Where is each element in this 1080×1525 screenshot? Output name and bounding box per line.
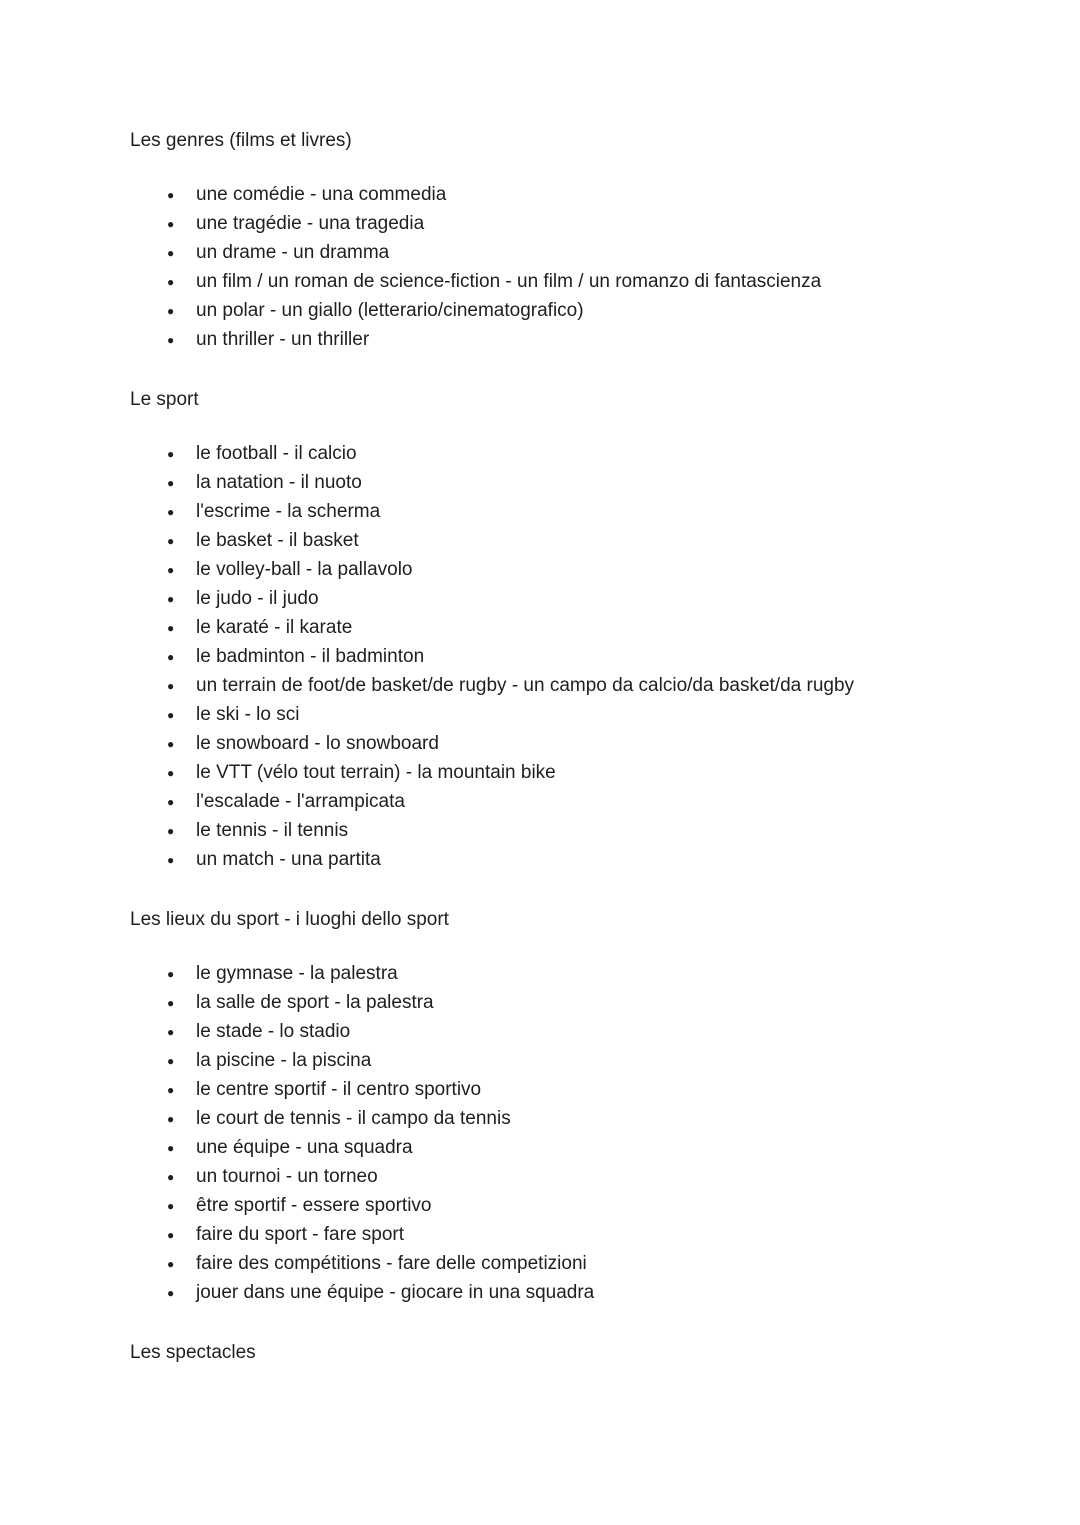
list-item: ● faire du sport - fare sport bbox=[130, 1220, 950, 1249]
list-item: ● un tournoi - un torneo bbox=[130, 1162, 950, 1191]
list-item: ● le gymnase - la palestra bbox=[130, 959, 950, 988]
list-item: ● être sportif - essere sportivo bbox=[130, 1191, 950, 1220]
section-sport bbox=[130, 385, 950, 874]
section-heading: Le sport bbox=[130, 389, 199, 410]
list-item: ● le ski - lo sci bbox=[130, 700, 950, 729]
list-item: ● une équipe - una squadra bbox=[130, 1133, 950, 1162]
list-item: ● la natation - il nuoto bbox=[130, 468, 950, 497]
list-item: ● l'escrime - la scherma bbox=[130, 497, 950, 526]
list-item: ● le stade - lo stadio bbox=[130, 1017, 950, 1046]
list-item: ● le judo - il judo bbox=[130, 584, 950, 613]
list-item: ● le volley-ball - la pallavolo bbox=[130, 555, 950, 584]
list-item: ● jouer dans une équipe - giocare in una squadra bbox=[130, 1278, 950, 1307]
list-item: ● une tragédie - una tragedia bbox=[130, 209, 950, 238]
section-heading: Les lieux du sport - i luoghi dello sport bbox=[130, 909, 449, 930]
list-item: ● un film / un roman de science-fiction - un film / un romanzo di fantascienza bbox=[130, 267, 950, 296]
list-item: ● un thriller - un thriller bbox=[130, 325, 950, 354]
list-item: ● faire des compétitions - fare delle competizioni bbox=[130, 1249, 950, 1278]
list-item: ● le snowboard - lo snowboard bbox=[130, 729, 950, 758]
vocab-list bbox=[130, 180, 950, 354]
section-genres bbox=[130, 126, 950, 354]
vocab-list bbox=[130, 959, 950, 1307]
list-item: ● un terrain de foot/de basket/de rugby - un campo da calcio/da basket/da rugby bbox=[130, 671, 950, 700]
section-lieux-du-sport bbox=[130, 905, 950, 1307]
list-item: ● la salle de sport - la palestra bbox=[130, 988, 950, 1017]
list-item: ● le football - il calcio bbox=[130, 439, 950, 468]
list-item: ● l'escalade - l'arrampicata bbox=[130, 787, 950, 816]
list-item: ● le karaté - il karate bbox=[130, 613, 950, 642]
list-item: ● le tennis - il tennis bbox=[130, 816, 950, 845]
section-heading: Les spectacles bbox=[130, 1342, 256, 1363]
section-heading: Les genres (films et livres) bbox=[130, 130, 352, 151]
list-item: ● un polar - un giallo (letterario/cinematografico) bbox=[130, 296, 950, 325]
vocab-list bbox=[130, 439, 950, 874]
list-item: ● la piscine - la piscina bbox=[130, 1046, 950, 1075]
list-item: ● le VTT (vélo tout terrain) - la mountain bike bbox=[130, 758, 950, 787]
list-item: ● le badminton - il badminton bbox=[130, 642, 950, 671]
section-spectacles bbox=[130, 1338, 950, 1367]
list-item: ● le court de tennis - il campo da tennis bbox=[130, 1104, 950, 1133]
list-item: ● un drame - un dramma bbox=[130, 238, 950, 267]
list-item: ● le basket - il basket bbox=[130, 526, 950, 555]
list-item: ● une comédie - una commedia bbox=[130, 180, 950, 209]
list-item: ● le centre sportif - il centro sportivo bbox=[130, 1075, 950, 1104]
list-item: ● un match - una partita bbox=[130, 845, 950, 874]
